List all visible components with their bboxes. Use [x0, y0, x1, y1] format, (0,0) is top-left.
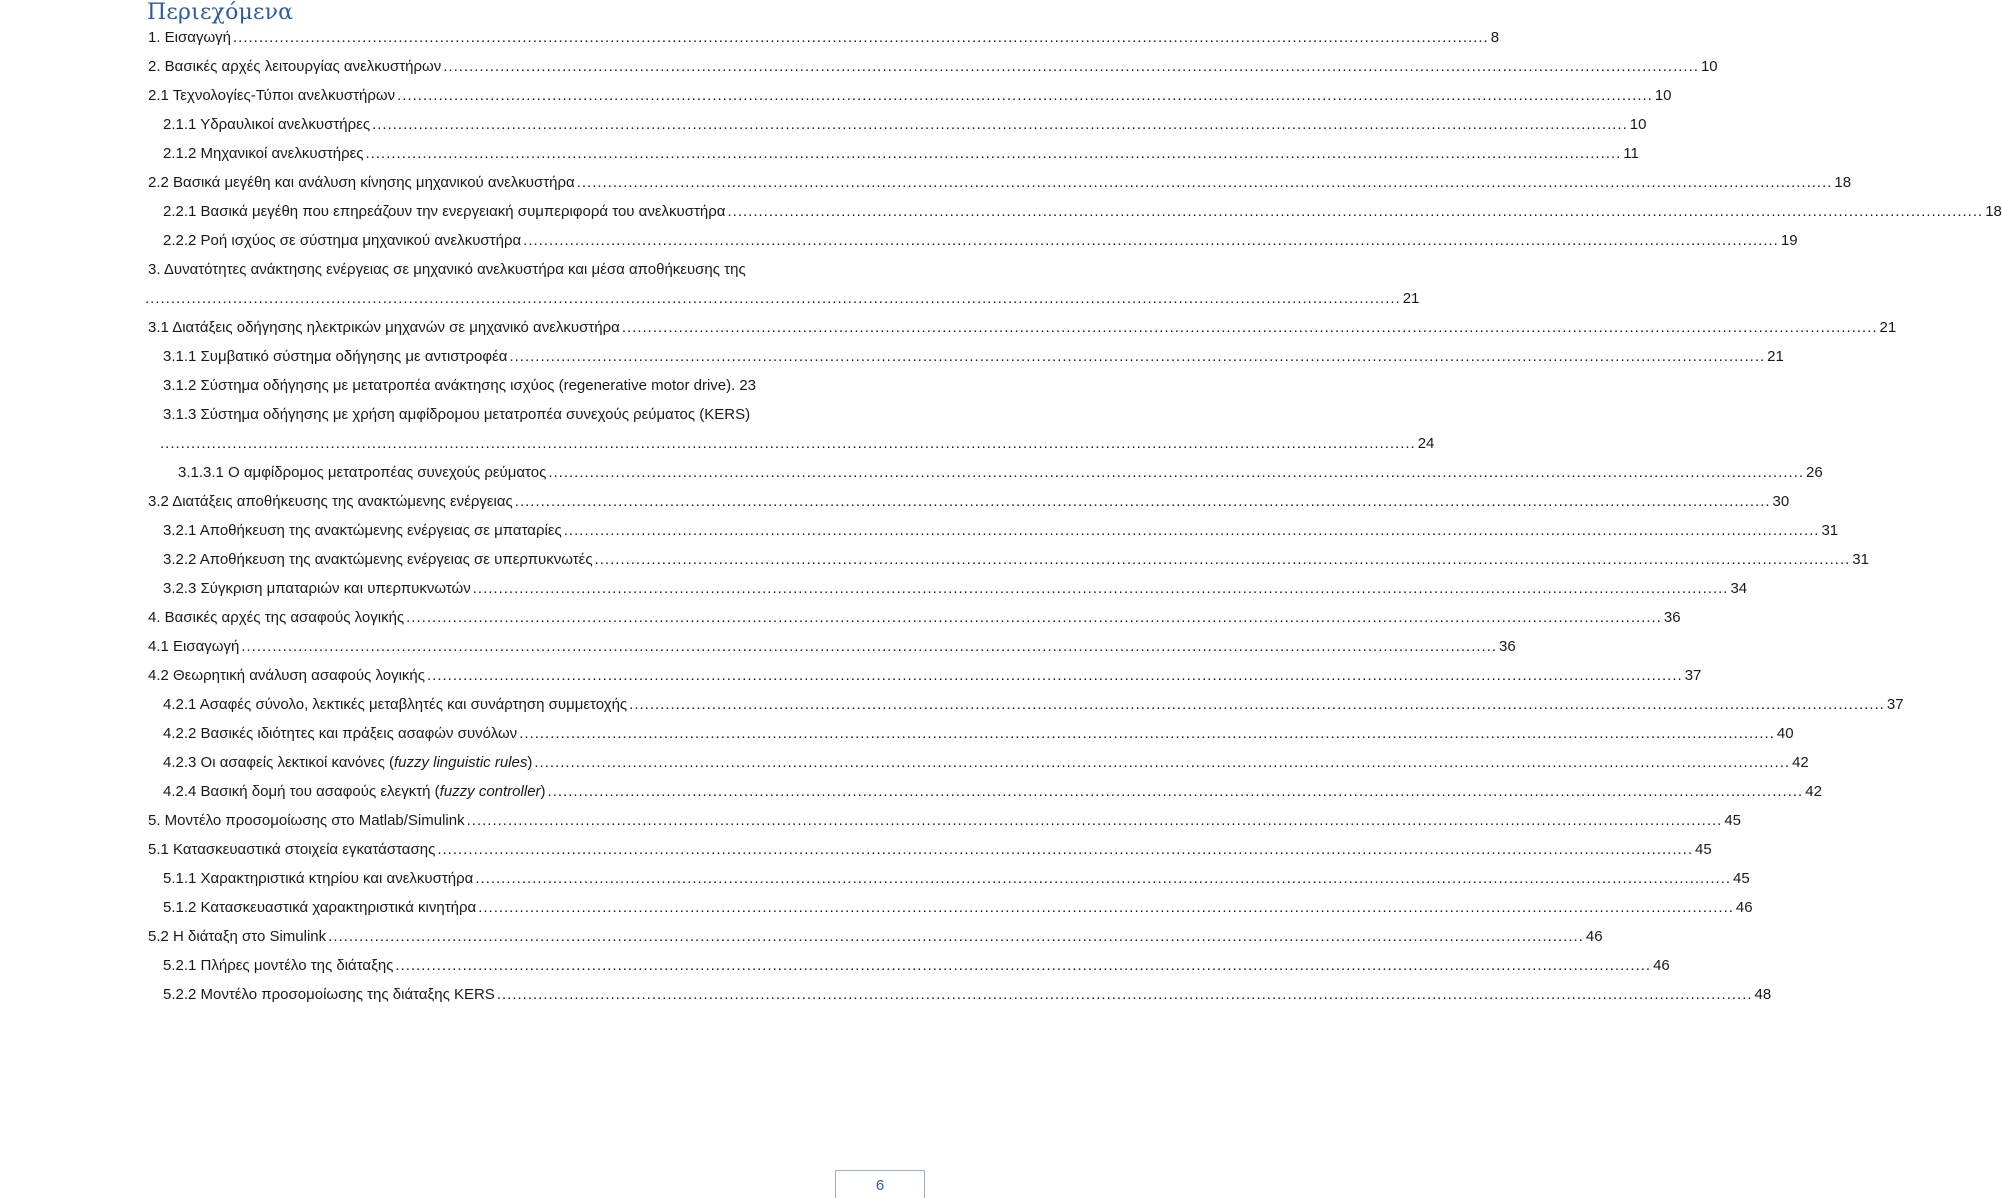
toc-entry-page: 18: [1834, 174, 1852, 191]
dot-leader: [727, 203, 1983, 221]
toc-entry-page: 36: [1663, 609, 1681, 626]
toc-entry-text: 2.1 Τεχνολογίες-Τύποι ανελκυστήρων: [148, 87, 396, 104]
toc-entry-page: 46: [1585, 928, 1603, 945]
toc-entry-page: 10: [1700, 58, 1718, 75]
toc-entry[interactable]: [0, 696, 1904, 714]
dot-leader: [328, 928, 1584, 946]
dot-leader: [473, 580, 1729, 598]
dot-leader: [515, 493, 1771, 511]
toc-entry-text: 3.2.2 Αποθήκευση της ανακτώμενης ενέργειας σε υπερπυκνωτές: [163, 551, 593, 568]
toc-entry[interactable]: [0, 870, 1750, 888]
toc-entry-text: 4.1 Εισαγωγή: [148, 638, 240, 655]
toc-entry[interactable]: [0, 493, 1790, 511]
toc-entry-text: 3.2.3 Σύγκριση μπαταριών και υπερπυκνωτών: [163, 580, 471, 597]
toc-entry[interactable]: [0, 58, 1718, 76]
toc-entry[interactable]: [0, 609, 1681, 627]
toc-entry-page: 45: [1724, 812, 1742, 829]
dot-leader: [467, 812, 1723, 830]
table-of-contents: [0, 29, 2002, 1015]
dot-leader: [534, 754, 1790, 772]
toc-entry-page: 11: [1623, 145, 1639, 162]
toc-entry-italic: fuzzy controller: [439, 783, 541, 800]
dot-leader: [523, 232, 1779, 250]
page-number: 6: [875, 1177, 885, 1194]
toc-entry-page: 34: [1730, 580, 1748, 597]
page-number-box: [835, 1170, 925, 1198]
toc-entry-text: 1. Εισαγωγή: [148, 29, 231, 46]
toc-entry-text: 2. Βασικές αρχές λειτουργίας ανελκυστήρων: [148, 58, 442, 75]
toc-entry[interactable]: [0, 928, 1603, 946]
toc-entry-page: 26: [1806, 464, 1823, 481]
dot-leader: [629, 696, 1885, 714]
dot-leader: [395, 957, 1651, 975]
dot-leader: [160, 435, 1416, 453]
toc-entry-text: 5.1 Κατασκευαστικά στοιχεία εγκατάστασης: [148, 841, 436, 858]
toc-entry-text: 3.1.3 Σύστημα οδήγησης με χρήση αμφίδρομου μετατροπέα συνεχούς ρεύματος (KERS): [163, 406, 751, 423]
toc-entry-page: 31: [1821, 522, 1839, 539]
toc-entry[interactable]: [0, 232, 1798, 250]
toc-entry-text: 5.1.2 Κατασκευαστικά χαρακτηριστικά κινητήρα: [163, 899, 477, 916]
toc-entry-page: 46: [1735, 899, 1753, 916]
toc-entry-page: 30: [1772, 493, 1790, 510]
toc-entry-page: 42: [1805, 783, 1822, 800]
toc-entry[interactable]: [0, 261, 1420, 308]
dot-leader: [233, 29, 1489, 47]
toc-entry-page: 31: [1852, 551, 1869, 568]
toc-entry-text: 3.1.1 Συμβατικό σύστημα οδήγησης με αντιστροφέα: [163, 348, 508, 365]
toc-entry-text: 3.2 Διατάξεις αποθήκευσης της ανακτώμενης ενέργειας: [148, 493, 513, 510]
toc-entry-text: 2.2.1 Βασικά μεγέθη που επηρεάζουν την ενεργειακή συμπεριφορά του ανελκυστήρα: [163, 203, 726, 220]
dot-leader: [577, 174, 1833, 192]
toc-entry-page: 42: [1792, 754, 1809, 771]
dot-leader: [406, 609, 1662, 627]
toc-entry-text: 4.2.4 Βασική δομή του ασαφούς ελεγκτή (fuzzy controller): [163, 783, 546, 800]
toc-entry[interactable]: [0, 116, 1647, 134]
toc-entry[interactable]: [0, 87, 1672, 105]
dot-leader: [366, 145, 1622, 163]
toc-entry[interactable]: [0, 986, 1772, 1004]
toc-entry-page: 21: [1767, 348, 1784, 365]
toc-title: Περιεχόμενα: [147, 0, 294, 25]
toc-entry-page: 45: [1733, 870, 1750, 887]
dot-leader: [437, 841, 1693, 859]
toc-entry-page: 21: [1879, 319, 1897, 336]
toc-entry[interactable]: [0, 754, 1809, 772]
toc-entry-text: 4.2.3 Οι ασαφείς λεκτικοί κανόνες (fuzzy linguistic rules): [163, 754, 533, 771]
toc-entry-text: 2.1.1 Υδραυλικοί ανελκυστήρες: [163, 116, 371, 133]
toc-entry-page: 24: [1417, 435, 1435, 452]
toc-entry-text: 5.2.2 Μοντέλο προσομοίωσης της διάταξης KERS: [163, 986, 495, 1003]
toc-entry[interactable]: [0, 899, 1753, 917]
dot-leader: [443, 58, 1699, 76]
toc-entry[interactable]: [0, 406, 1435, 453]
dot-leader: [397, 87, 1653, 105]
dot-leader: [145, 290, 1401, 308]
toc-entry[interactable]: [0, 638, 1516, 656]
toc-entry-text: 5.1.1 Χαρακτηριστικά κτηρίου και ανελκυστήρα: [163, 870, 474, 887]
dot-leader: [564, 522, 1820, 540]
toc-entry[interactable]: [0, 841, 1712, 859]
toc-entry-page: 37: [1684, 667, 1702, 684]
toc-entry-page: 23: [739, 377, 756, 394]
toc-entry-text: 2.2.2 Ροή ισχύος σε σύστημα μηχανικού ανελκυστήρα: [163, 232, 522, 249]
dot-leader: [241, 638, 1497, 656]
toc-entry-page: 10: [1629, 116, 1647, 133]
toc-entry-text: 3.1 Διατάξεις οδήγησης ηλεκτρικών μηχανών σε μηχανικό ανελκυστήρα: [148, 319, 620, 336]
toc-entry-text: 5.2 Η διάταξη στο Simulink: [148, 928, 327, 945]
dot-leader: [478, 899, 1734, 917]
toc-entry[interactable]: [0, 145, 1639, 163]
toc-entry-text: 3.1.2 Σύστημα οδήγησης με μετατροπέα ανάκτησης ισχύος (regenerative motor drive).: [163, 377, 736, 394]
toc-entry-text: 5. Μοντέλο προσομοίωσης στο Matlab/Simulink: [148, 812, 465, 829]
toc-entry[interactable]: [0, 348, 1784, 366]
toc-entry-page: 46: [1653, 957, 1670, 974]
toc-entry-text: 3.2.1 Αποθήκευση της ανακτώμενης ενέργειας σε μπαταρίες: [163, 522, 562, 539]
toc-entry[interactable]: [0, 174, 1852, 192]
toc-entry-text: 2.1.2 Μηχανικοί ανελκυστήρες: [163, 145, 364, 162]
dot-leader: [509, 348, 1765, 366]
dot-leader: [519, 725, 1775, 743]
toc-entry[interactable]: [0, 551, 1869, 569]
toc-entry-text: 4.2 Θεωρητική ανάλυση ασαφούς λογικής: [148, 667, 425, 684]
toc-entry-text: 5.2.1 Πλήρες μοντέλο της διάταξης: [163, 957, 394, 974]
toc-entry[interactable]: [0, 783, 1822, 801]
dot-leader: [622, 319, 1878, 337]
toc-entry[interactable]: [0, 957, 1670, 975]
toc-entry[interactable]: [0, 812, 1742, 830]
toc-entry-page: 21: [1402, 290, 1420, 307]
toc-entry[interactable]: [0, 725, 1794, 743]
toc-entry-text: 3.1.3.1 Ο αμφίδρομος μετατροπέας συνεχούς ρεύματος: [178, 464, 547, 481]
dot-leader: [475, 870, 1731, 888]
toc-entry-text: 4.2.2 Βασικές ιδιότητες και πράξεις ασαφών συνόλων: [163, 725, 518, 742]
toc-entry[interactable]: [0, 377, 960, 395]
toc-entry[interactable]: [0, 319, 1897, 337]
toc-entry-text: 3. Δυνατότητες ανάκτησης ενέργειας σε μηχανικό ανελκυστήρα και μέσα αποθήκευσης της: [148, 261, 746, 278]
dot-leader: [372, 116, 1628, 134]
toc-entry-text: 4.2.1 Ασαφές σύνολο, λεκτικές μεταβλητές και συνάρτηση συμμετοχής: [163, 696, 628, 713]
toc-entry-page: 40: [1776, 725, 1794, 742]
toc-entry-page: 19: [1780, 232, 1798, 249]
toc-entry-page: 37: [1886, 696, 1904, 713]
toc-entry-page: 10: [1654, 87, 1672, 104]
toc-entry[interactable]: [0, 29, 1500, 47]
dot-leader: [595, 551, 1851, 569]
toc-entry-italic: fuzzy linguistic rules: [393, 754, 528, 771]
toc-entry[interactable]: [0, 667, 1702, 685]
toc-entry[interactable]: [0, 522, 1839, 540]
toc-entry[interactable]: [0, 203, 2002, 221]
toc-entry-page: 45: [1695, 841, 1712, 858]
toc-entry-page: 36: [1499, 638, 1516, 655]
dot-leader: [497, 986, 1753, 1004]
toc-entry-text: 4. Βασικές αρχές της ασαφούς λογικής: [148, 609, 405, 626]
toc-entry-page: 48: [1754, 986, 1772, 1003]
toc-entry-page: 8: [1490, 29, 1500, 46]
toc-entry-page: 18: [1985, 203, 2002, 220]
toc-entry-text: 2.2 Βασικά μεγέθη και ανάλυση κίνησης μηχανικού ανελκυστήρα: [148, 174, 575, 191]
dot-leader: [548, 464, 1804, 482]
toc-entry[interactable]: [0, 464, 1823, 482]
dot-leader: [427, 667, 1683, 685]
toc-entry[interactable]: [0, 580, 1748, 598]
dot-leader: [548, 783, 1804, 801]
